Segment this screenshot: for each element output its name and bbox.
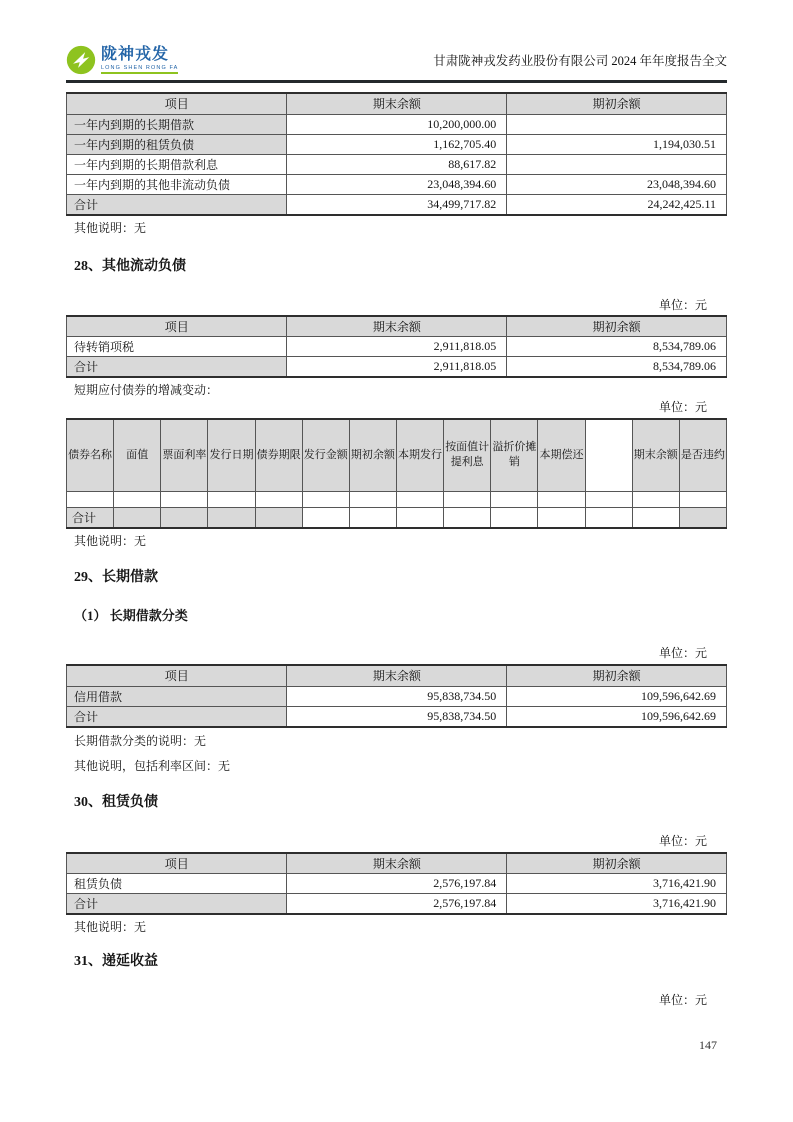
bond-table-empty-cell [585, 491, 632, 507]
section-heading-30: 30、租赁负债 [74, 794, 158, 810]
bond-table-empty-cell [444, 491, 491, 507]
bond-table-header-cell: 是否违约 [679, 419, 726, 491]
table-cell: 3,716,421.90 [507, 894, 727, 915]
table-cell: 1,194,030.51 [507, 134, 727, 154]
table-header-cell: 期初余额 [507, 93, 727, 114]
note-other-none-2: 其他说明：无 [74, 534, 147, 548]
report-body [66, 92, 727, 1007]
company-logo [66, 45, 178, 75]
table-header-cell: 期初余额 [507, 316, 727, 337]
bond-table-empty-cell [67, 491, 114, 507]
section-heading-29: 29、长期借款 [74, 570, 158, 585]
table-cell: 34,499,717.82 [287, 194, 507, 215]
bond-table-header-cell: 本期偿还 [538, 419, 585, 491]
table-lease-liabilities [66, 852, 727, 916]
table-longterm-loans [66, 664, 727, 728]
bond-table-empty-cell [632, 491, 679, 507]
bond-table-total-cell [632, 507, 679, 528]
bond-table-total-cell [349, 507, 396, 528]
table-cell: 合计 [67, 894, 287, 915]
table-cell [507, 154, 727, 174]
bond-table-total-cell [444, 507, 491, 528]
subsection-heading-loan-class: （1） 长期借款分类 [74, 608, 188, 623]
bond-table-total-cell [538, 507, 585, 528]
bond-table-total-label: 合计 [67, 507, 114, 528]
table-header-cell: 期末余额 [287, 316, 507, 337]
section-heading-31: 31、递延收益 [74, 954, 158, 969]
note-other-none-1: 其他说明：无 [74, 220, 147, 235]
table-cell: 2,576,197.84 [287, 874, 507, 894]
table-header-cell: 期初余额 [507, 853, 727, 874]
bond-table-header-cell: 发行日期 [208, 419, 255, 491]
table-cell: 10,200,000.00 [287, 114, 507, 134]
unit-label-1: 单位：元 [658, 297, 707, 312]
bond-table-empty-cell [349, 491, 396, 507]
bond-table-header-cell: 按面值计提利息 [444, 419, 491, 491]
bond-table-empty-cell [255, 491, 302, 507]
table-cell: 一年内到期的长期借款 [67, 114, 287, 134]
table-cell: 95,838,734.50 [287, 686, 507, 706]
bond-table-total-cell [679, 507, 726, 528]
table-cell: 合计 [67, 706, 287, 727]
table-maturing-noncurrent-liabilities [66, 92, 727, 216]
bond-table-empty-cell [208, 491, 255, 507]
bond-table-total-cell [114, 507, 161, 528]
bond-table-empty-cell [538, 491, 585, 507]
logo-icon [66, 45, 96, 75]
bond-table-header-empty-cell [585, 419, 632, 491]
table-cell [507, 114, 727, 134]
table-header-cell: 期末余额 [287, 93, 507, 114]
table-header-cell: 项目 [67, 316, 287, 337]
bond-table-total-cell [491, 507, 538, 528]
table-other-current-liabilities [66, 315, 727, 379]
table-bond-changes [66, 418, 727, 529]
table-longterm-loans [66, 664, 727, 728]
table-cell: 23,048,394.60 [507, 174, 727, 194]
bond-table-header-cell: 面值 [114, 419, 161, 491]
note-rate-range: 其他说明，包括利率区间：无 [74, 758, 231, 773]
bond-table-header-cell: 期末余额 [632, 419, 679, 491]
logo-text [101, 46, 178, 74]
table-cell: 一年内到期的长期借款利息 [67, 154, 287, 174]
bond-table-total-cell [208, 507, 255, 528]
bond-table-total-cell [396, 507, 443, 528]
table-cell: 88,617.82 [287, 154, 507, 174]
table-lease-liabilities [66, 852, 727, 916]
table-header-cell: 项目 [67, 853, 287, 874]
bond-table-total-cell [161, 507, 208, 528]
bond-table-total-cell [255, 507, 302, 528]
unit-label-5: 单位：元 [658, 993, 707, 1007]
unit-label-2: 单位：元 [658, 400, 707, 414]
bond-table-header-cell: 债券期限 [255, 419, 302, 491]
bond-table-empty-cell [114, 491, 161, 507]
table-cell: 2,576,197.84 [287, 894, 507, 915]
unit-label-3: 单位：元 [658, 646, 707, 660]
bond-table-header-cell: 债券名称 [67, 419, 114, 491]
table-cell: 3,716,421.90 [507, 874, 727, 894]
bond-table-header-cell: 本期发行 [396, 419, 443, 491]
table-header-cell: 项目 [67, 93, 287, 114]
table-cell: 109,596,642.69 [507, 686, 727, 706]
table-cell: 租赁负债 [67, 874, 287, 894]
bond-table-header-cell: 发行金额 [302, 419, 349, 491]
page-header [66, 45, 727, 83]
bond-table-empty-cell [491, 491, 538, 507]
note-loan-class: 长期借款分类的说明：无 [74, 733, 207, 748]
section-heading-28: 28、其他流动负债 [74, 258, 186, 274]
table-header-cell: 期末余额 [287, 665, 507, 686]
note-bond-change: 短期应付债券的增减变动： [74, 383, 219, 397]
note-other-none-3: 其他说明：无 [74, 920, 147, 934]
bond-table-header-cell: 溢折价摊销 [491, 419, 538, 491]
table-cell: 一年内到期的其他非流动负债 [67, 174, 287, 194]
bond-table-empty-cell [302, 491, 349, 507]
table-cell: 2,911,818.05 [287, 337, 507, 357]
table-header-cell: 期末余额 [287, 853, 507, 874]
table-cell: 24,242,425.11 [507, 194, 727, 215]
bond-table-empty-cell [161, 491, 208, 507]
table-cell: 合计 [67, 194, 287, 215]
bond-table-empty-cell [679, 491, 726, 507]
bond-table-header-cell: 票面利率 [161, 419, 208, 491]
bond-table-total-cell [585, 507, 632, 528]
table-cell: 109,596,642.69 [507, 706, 727, 727]
report-title: 甘肃陇神戎发药业股份有限公司 2024 年年度报告全文 [433, 54, 727, 68]
bond-table-empty-cell [396, 491, 443, 507]
table-cell: 8,534,789.06 [507, 357, 727, 378]
table-other-current-liabilities [66, 315, 727, 379]
table-cell: 2,911,818.05 [287, 357, 507, 378]
table-header-cell: 项目 [67, 665, 287, 686]
bond-table-header-cell: 期初余额 [349, 419, 396, 491]
bond-table-total-cell [302, 507, 349, 528]
bond-changes-table [66, 418, 727, 529]
table-cell: 一年内到期的租赁负债 [67, 134, 287, 154]
table-cell: 1,162,705.40 [287, 134, 507, 154]
table-cell: 信用借款 [67, 686, 287, 706]
table-cell: 23,048,394.60 [287, 174, 507, 194]
table-header-cell: 期初余额 [507, 665, 727, 686]
table-cell: 8,534,789.06 [507, 337, 727, 357]
unit-label-4: 单位：元 [658, 833, 707, 848]
table-cell: 待转销项税 [67, 337, 287, 357]
logo-text-cn: 陇神戎发 [101, 46, 170, 64]
table-cell: 95,838,734.50 [287, 706, 507, 727]
logo-text-en: LONG SHEN RONG FA [101, 65, 178, 74]
table-cell: 合计 [67, 357, 287, 378]
page-number: 147 [699, 1038, 717, 1052]
table-maturing-noncurrent-liabilities [66, 92, 727, 216]
